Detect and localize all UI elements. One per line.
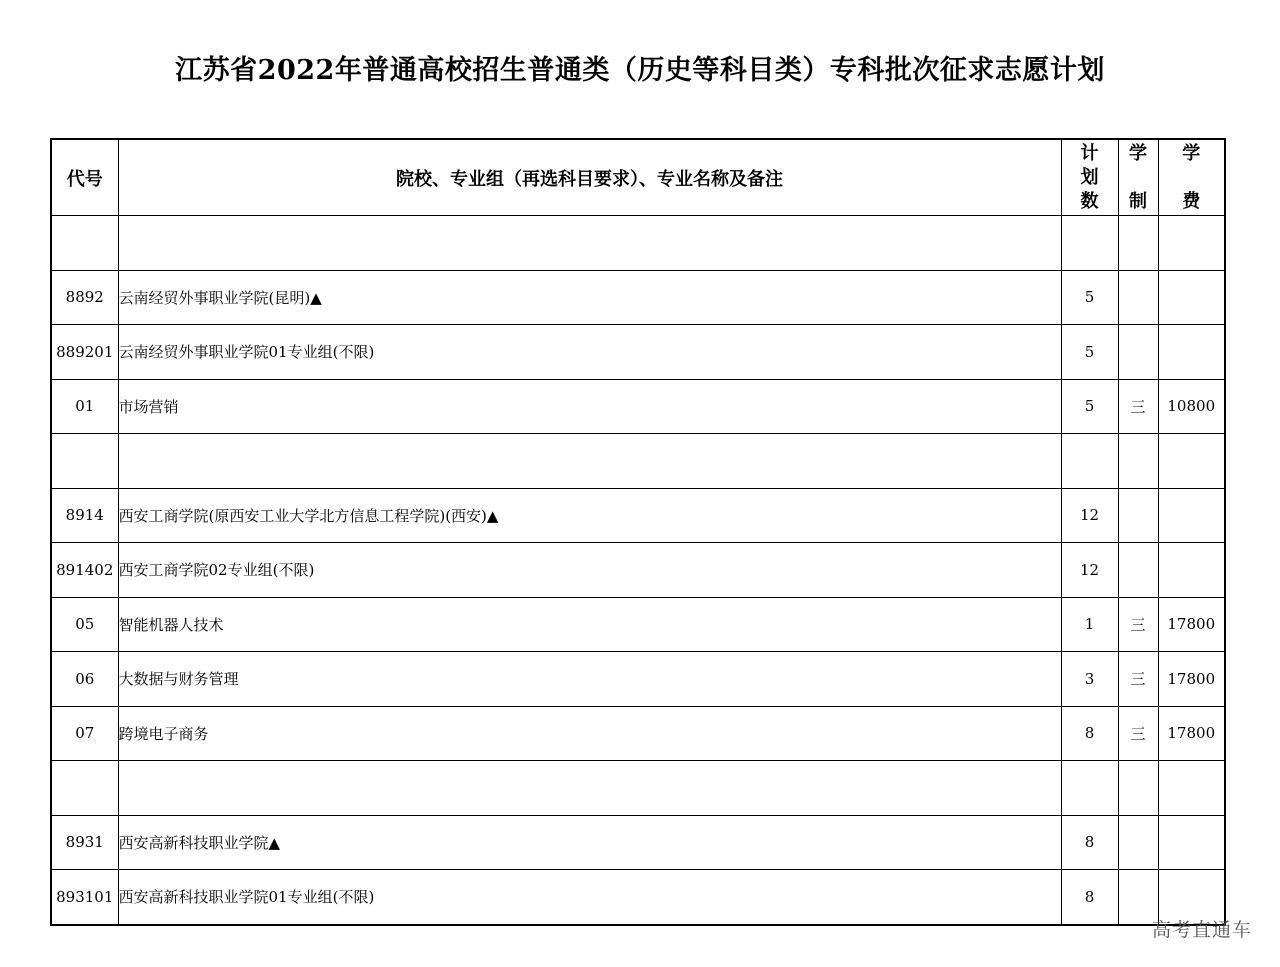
cell-years: 三 [1118,652,1158,707]
header-count-char: 数 [1080,191,1099,212]
table-row [51,761,1225,816]
enrollment-plan-table [50,138,1226,926]
cell-years [1118,270,1158,325]
cell-count: 12 [1061,543,1118,598]
cell-years: 三 [1118,379,1158,434]
cell-count: 8 [1061,815,1118,870]
cell-years [1118,216,1158,271]
cell-count: 3 [1061,652,1118,707]
cell-fee [1158,543,1225,598]
cell-years [1118,488,1158,543]
cell-fee: 17800 [1158,706,1225,761]
header-fee-char: 学 [1182,143,1201,164]
cell-years [1118,325,1158,380]
header-fee-char: 费 [1182,191,1201,212]
cell-fee [1158,815,1225,870]
cell-years: 三 [1118,706,1158,761]
cell-code: 01 [51,379,118,434]
cell-count: 1 [1061,597,1118,652]
cell-fee [1158,325,1225,380]
header-fee [1158,139,1225,216]
cell-years [1118,815,1158,870]
cell-code [51,434,118,489]
header-name: 院校、专业组（再选科目要求）、专业名称及备注 [118,139,1061,216]
header-count-char: 划 [1080,167,1099,188]
table-row [51,216,1225,271]
table-row [51,815,1225,870]
document-title: 江苏省2022年普通高校招生普通类（历史等科目类）专科批次征求志愿计划 [175,55,1105,86]
header-code: 代号 [51,139,118,216]
cell-name: 大数据与财务管理 [118,652,1061,707]
cell-fee: 17800 [1158,597,1225,652]
cell-count [1061,434,1118,489]
table-header-row [51,139,1225,216]
table-body [51,216,1225,925]
cell-fee [1158,434,1225,489]
table-row [51,597,1225,652]
cell-code: 8892 [51,270,118,325]
table-row [51,870,1225,925]
cell-name: 西安工商学院02专业组(不限) [118,543,1061,598]
cell-count [1061,216,1118,271]
table-row [51,652,1225,707]
cell-code: 889201 [51,325,118,380]
cell-code: 8914 [51,488,118,543]
cell-name: 云南经贸外事职业学院01专业组(不限) [118,325,1061,380]
cell-years: 三 [1118,597,1158,652]
table-row [51,543,1225,598]
cell-code: 06 [51,652,118,707]
cell-count: 5 [1061,325,1118,380]
cell-fee: 10800 [1158,379,1225,434]
header-years-char: 制 [1129,191,1147,212]
table-row [51,379,1225,434]
cell-code [51,761,118,816]
cell-count [1061,761,1118,816]
cell-name: 云南经贸外事职业学院(昆明)▲ [118,270,1061,325]
cell-code: 8931 [51,815,118,870]
cell-fee [1158,488,1225,543]
cell-name [118,216,1061,271]
cell-years [1118,543,1158,598]
cell-name: 智能机器人技术 [118,597,1061,652]
table-row [51,434,1225,489]
header-years-char: 学 [1129,143,1147,164]
cell-code: 893101 [51,870,118,925]
cell-name: 市场营销 [118,379,1061,434]
cell-count: 5 [1061,270,1118,325]
cell-count: 12 [1061,488,1118,543]
table-row [51,706,1225,761]
cell-name [118,761,1061,816]
cell-name: 西安高新科技职业学院▲ [118,815,1061,870]
cell-fee [1158,270,1225,325]
cell-fee [1158,761,1225,816]
cell-count: 8 [1061,706,1118,761]
cell-code: 05 [51,597,118,652]
table-row [51,488,1225,543]
cell-code [51,216,118,271]
cell-name: 西安工商学院(原西安工业大学北方信息工程学院)(西安)▲ [118,488,1061,543]
header-years [1118,139,1158,216]
cell-count: 5 [1061,379,1118,434]
cell-fee: 17800 [1158,652,1225,707]
cell-years [1118,761,1158,816]
header-count-char: 计 [1080,143,1099,164]
cell-name [118,434,1061,489]
table-row [51,325,1225,380]
cell-fee [1158,216,1225,271]
cell-code: 07 [51,706,118,761]
header-count [1061,139,1118,216]
cell-name: 西安高新科技职业学院01专业组(不限) [118,870,1061,925]
cell-count: 8 [1061,870,1118,925]
cell-code: 891402 [51,543,118,598]
table-row [51,270,1225,325]
cell-name: 跨境电子商务 [118,706,1061,761]
cell-years [1118,434,1158,489]
watermark: 高考直通车 [1151,919,1252,941]
